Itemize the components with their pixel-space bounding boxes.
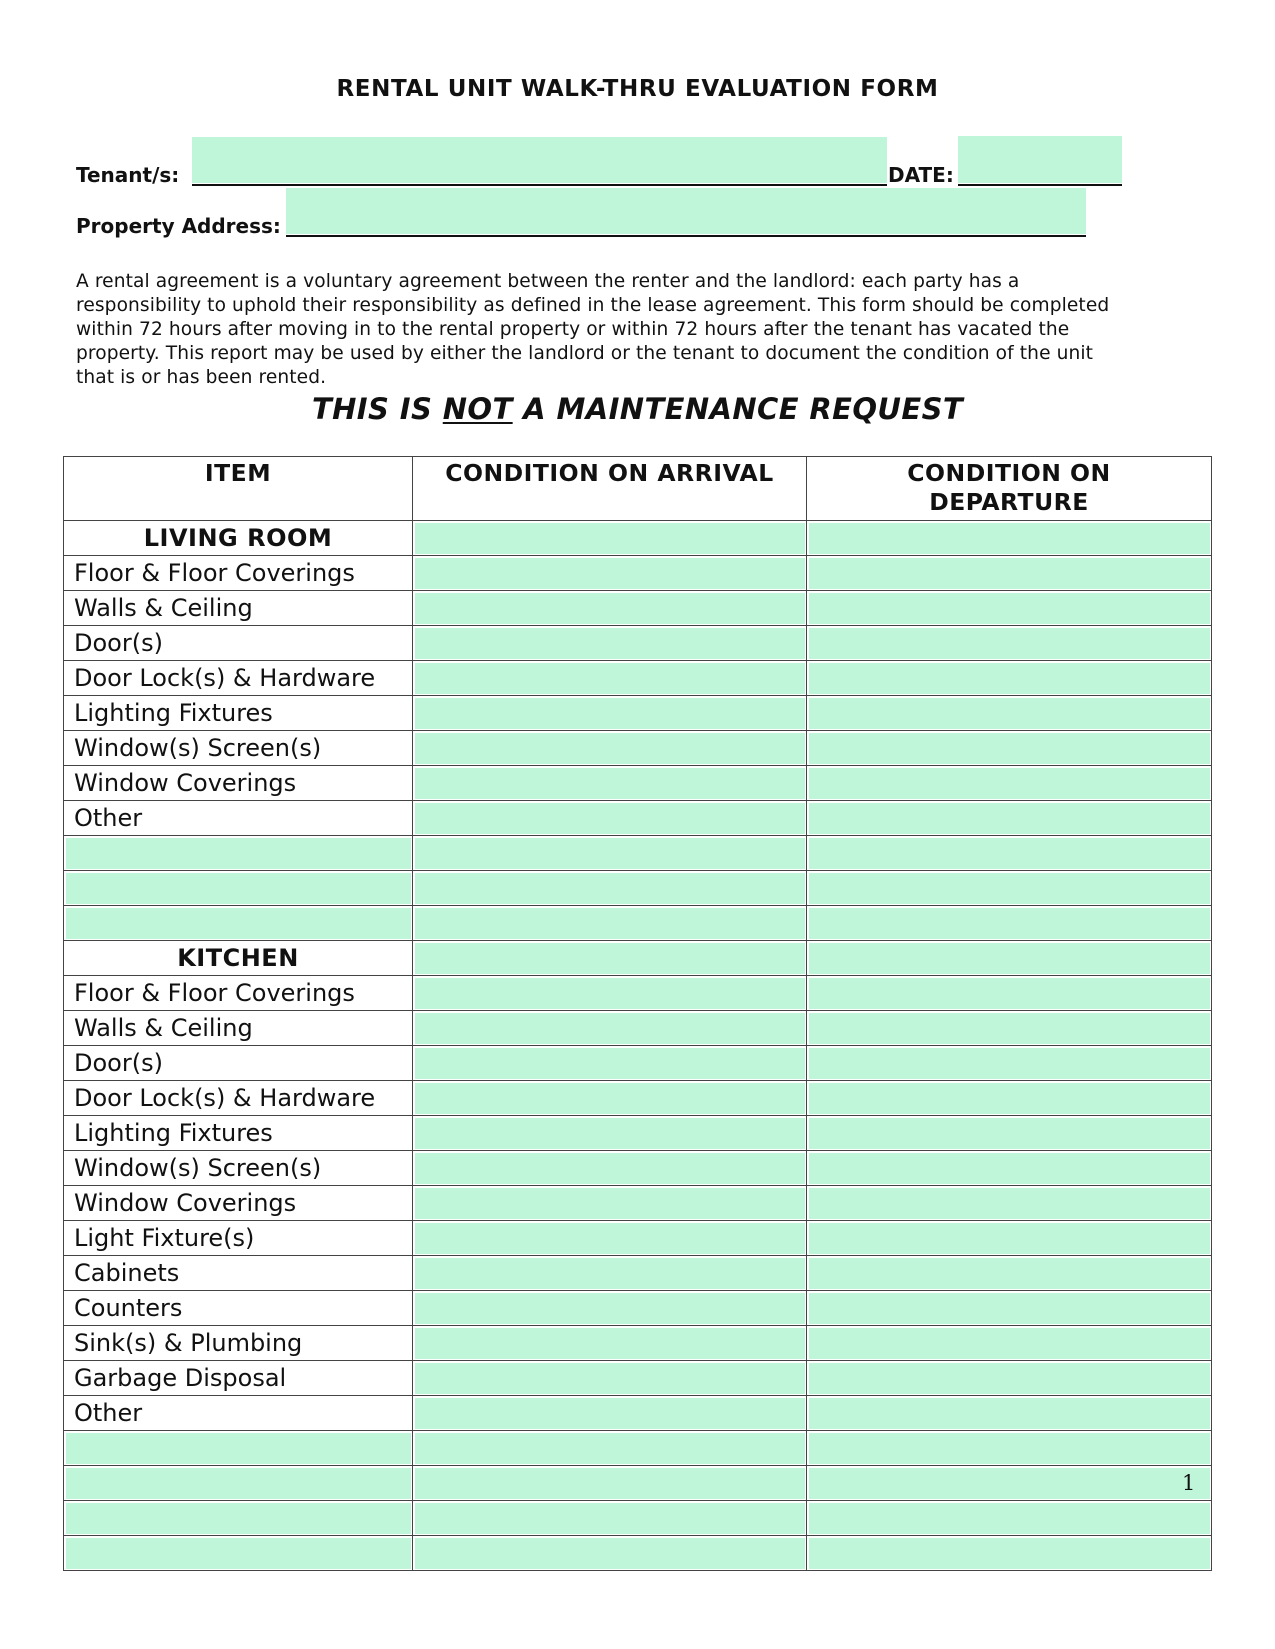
condition-departure-field[interactable] <box>807 1291 1212 1326</box>
condition-arrival-field[interactable] <box>413 1256 807 1291</box>
item-label: Other <box>64 801 413 836</box>
condition-departure-field[interactable] <box>807 626 1212 661</box>
table-row <box>64 1221 1212 1256</box>
item-label: Floor & Floor Coverings <box>64 976 413 1011</box>
item-label: Light Fixture(s) <box>64 1221 413 1256</box>
address-label: Property Address: <box>76 214 281 238</box>
condition-arrival-field[interactable] <box>413 1501 807 1536</box>
item-label: Walls & Ceiling <box>64 1011 413 1046</box>
condition-departure-field[interactable] <box>807 1361 1212 1396</box>
table-row <box>64 1011 1212 1046</box>
tenant-underline <box>192 184 887 186</box>
item-label: Door Lock(s) & Hardware <box>64 1081 413 1116</box>
condition-departure-field[interactable] <box>807 591 1212 626</box>
condition-arrival-field[interactable] <box>413 1536 807 1571</box>
condition-arrival-field[interactable] <box>413 1326 807 1361</box>
table-row <box>64 1536 1212 1571</box>
item-label: Door Lock(s) & Hardware <box>64 661 413 696</box>
condition-departure-field[interactable] <box>807 521 1212 556</box>
evaluation-table <box>63 456 1212 1571</box>
condition-departure-field[interactable] <box>807 871 1212 906</box>
condition-arrival-field[interactable] <box>413 1466 807 1501</box>
table-row <box>64 1046 1212 1081</box>
table-row <box>64 1291 1212 1326</box>
item-entry-field[interactable] <box>64 1466 413 1501</box>
paragraph-line: that is or has been rented. <box>76 367 327 388</box>
condition-arrival-field[interactable] <box>413 1151 807 1186</box>
condition-arrival-field[interactable] <box>413 906 807 941</box>
condition-arrival-field[interactable] <box>413 1046 807 1081</box>
table-row <box>64 871 1212 906</box>
section-heading: KITCHEN <box>64 941 413 976</box>
item-entry-field[interactable] <box>64 836 413 871</box>
condition-departure-field[interactable] <box>807 941 1212 976</box>
date-label: DATE: <box>888 163 954 187</box>
item-entry-field[interactable] <box>64 1431 413 1466</box>
notice-emphasis: NOT <box>442 392 513 426</box>
table-row <box>64 1186 1212 1221</box>
condition-departure-field[interactable] <box>807 1221 1212 1256</box>
condition-departure-field[interactable] <box>807 1536 1212 1571</box>
table-row <box>64 661 1212 696</box>
form-title: RENTAL UNIT WALK-THRU EVALUATION FORM <box>336 76 939 102</box>
header-departure: CONDITION ON DEPARTURE <box>807 457 1212 521</box>
item-label: Window Coverings <box>64 1186 413 1221</box>
item-label: Door(s) <box>64 626 413 661</box>
item-entry-field[interactable] <box>64 906 413 941</box>
item-label: Window(s) Screen(s) <box>64 731 413 766</box>
condition-departure-field[interactable] <box>807 1431 1212 1466</box>
condition-departure-field[interactable] <box>807 801 1212 836</box>
condition-departure-field[interactable] <box>807 556 1212 591</box>
not-maintenance-notice <box>0 392 1275 426</box>
table-row <box>64 1151 1212 1186</box>
item-label: Lighting Fixtures <box>64 696 413 731</box>
section-row <box>64 521 1212 556</box>
table-row <box>64 1396 1212 1431</box>
notice-before: THIS IS <box>311 392 443 426</box>
condition-arrival-field[interactable] <box>413 941 807 976</box>
item-label: Window(s) Screen(s) <box>64 1151 413 1186</box>
item-label: Window Coverings <box>64 766 413 801</box>
condition-departure-field[interactable] <box>807 731 1212 766</box>
table-row <box>64 556 1212 591</box>
item-entry-field[interactable] <box>64 1501 413 1536</box>
table-row <box>64 731 1212 766</box>
item-label: Sink(s) & Plumbing <box>64 1326 413 1361</box>
condition-arrival-field[interactable] <box>413 556 807 591</box>
condition-arrival-field[interactable] <box>413 661 807 696</box>
table-body <box>64 521 1212 1571</box>
notice-after: A MAINTENANCE REQUEST <box>512 392 964 426</box>
condition-departure-field[interactable] <box>807 1046 1212 1081</box>
condition-arrival-field[interactable] <box>413 1186 807 1221</box>
condition-arrival-field[interactable] <box>413 1221 807 1256</box>
condition-arrival-field[interactable] <box>413 801 807 836</box>
address-underline <box>286 235 1086 237</box>
condition-departure-field[interactable] <box>807 1501 1212 1536</box>
item-label: Counters <box>64 1291 413 1326</box>
condition-arrival-field[interactable] <box>413 1011 807 1046</box>
item-label: Door(s) <box>64 1046 413 1081</box>
item-entry-field[interactable] <box>64 871 413 906</box>
condition-departure-field[interactable] <box>807 1151 1212 1186</box>
condition-arrival-field[interactable] <box>413 766 807 801</box>
condition-arrival-field[interactable] <box>413 976 807 1011</box>
condition-departure-field[interactable] <box>807 1011 1212 1046</box>
table-row <box>64 1466 1212 1501</box>
table-row <box>64 696 1212 731</box>
condition-departure-field[interactable] <box>807 976 1212 1011</box>
condition-departure-field[interactable] <box>807 661 1212 696</box>
date-field[interactable] <box>958 136 1122 183</box>
table-row <box>64 976 1212 1011</box>
table-row <box>64 591 1212 626</box>
table-row <box>64 1501 1212 1536</box>
paragraph-line: within 72 hours after moving in to the rental property or within 72 hours after the tenant has vacated the <box>76 319 1070 340</box>
table-row <box>64 906 1212 941</box>
section-row <box>64 941 1212 976</box>
condition-departure-field[interactable] <box>807 1326 1212 1361</box>
table-row <box>64 766 1212 801</box>
item-label: Other <box>64 1396 413 1431</box>
item-label: Lighting Fixtures <box>64 1116 413 1151</box>
condition-departure-field[interactable] <box>807 696 1212 731</box>
condition-departure-field[interactable] <box>807 1081 1212 1116</box>
intro-paragraph <box>76 270 1206 390</box>
date-underline <box>958 184 1122 186</box>
table-row <box>64 1116 1212 1151</box>
paragraph-line: property. This report may be used by either the landlord or the tenant to document the condition of the unit <box>76 343 1094 364</box>
condition-arrival-field[interactable] <box>413 1361 807 1396</box>
page-number: 1 <box>1182 1471 1196 1495</box>
condition-arrival-field[interactable] <box>413 836 807 871</box>
table-row <box>64 1431 1212 1466</box>
table-row <box>64 1081 1212 1116</box>
paragraph-line: A rental agreement is a voluntary agreement between the renter and the landlord: each party has a <box>76 271 1020 292</box>
condition-arrival-field[interactable] <box>413 1396 807 1431</box>
table-row <box>64 1256 1212 1291</box>
table-row <box>64 836 1212 871</box>
condition-arrival-field[interactable] <box>413 1081 807 1116</box>
header-item: ITEM <box>64 457 413 521</box>
condition-arrival-field[interactable] <box>413 626 807 661</box>
item-label: Garbage Disposal <box>64 1361 413 1396</box>
condition-arrival-field[interactable] <box>413 1116 807 1151</box>
condition-arrival-field[interactable] <box>413 591 807 626</box>
tenant-field[interactable] <box>192 137 887 183</box>
condition-departure-field[interactable] <box>807 1256 1212 1291</box>
condition-departure-field[interactable] <box>807 1186 1212 1221</box>
condition-arrival-field[interactable] <box>413 1431 807 1466</box>
property-address-field[interactable] <box>286 188 1086 234</box>
paragraph-line: responsibility to uphold their responsibility as defined in the lease agreement. This form should be completed <box>76 295 1110 316</box>
table-row <box>64 1326 1212 1361</box>
condition-arrival-field[interactable] <box>413 696 807 731</box>
item-entry-field[interactable] <box>64 1536 413 1571</box>
condition-arrival-field[interactable] <box>413 871 807 906</box>
tenant-label: Tenant/s: <box>76 163 180 187</box>
condition-departure-field[interactable] <box>807 906 1212 941</box>
condition-arrival-field[interactable] <box>413 731 807 766</box>
condition-departure-field[interactable] <box>807 1466 1212 1501</box>
condition-departure-field[interactable] <box>807 836 1212 871</box>
item-label: Walls & Ceiling <box>64 591 413 626</box>
condition-arrival-field[interactable] <box>413 521 807 556</box>
condition-departure-field[interactable] <box>807 1396 1212 1431</box>
header-arrival: CONDITION ON ARRIVAL <box>413 457 807 521</box>
item-label: Cabinets <box>64 1256 413 1291</box>
condition-arrival-field[interactable] <box>413 1291 807 1326</box>
table-header-row <box>64 457 1212 521</box>
item-label: Floor & Floor Coverings <box>64 556 413 591</box>
condition-departure-field[interactable] <box>807 766 1212 801</box>
condition-departure-field[interactable] <box>807 1116 1212 1151</box>
table-row <box>64 626 1212 661</box>
section-heading: LIVING ROOM <box>64 521 413 556</box>
table-row <box>64 1361 1212 1396</box>
table-row <box>64 801 1212 836</box>
